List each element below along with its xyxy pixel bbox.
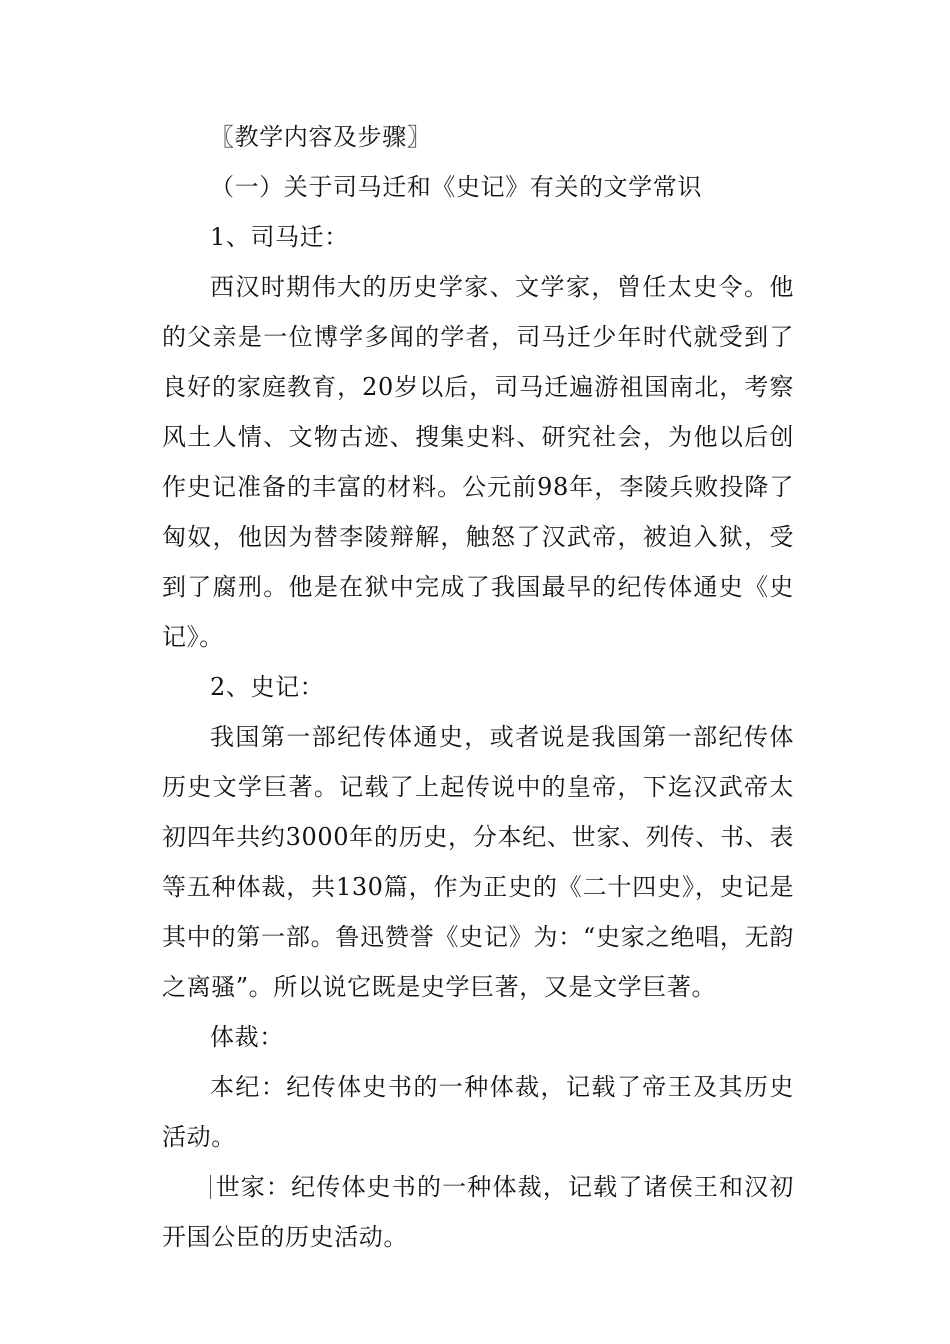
item1-heading: 1、司马迁： <box>210 223 349 251</box>
genre-heading: 体裁： <box>210 1023 284 1051</box>
shijia-paragraph: 世家：纪传体史书的一种体裁，记载了诸侯王和汉初开国公臣的历史活动。 <box>162 1173 794 1251</box>
document-body <box>162 112 794 1262</box>
item2-heading: 2、史记： <box>210 673 325 701</box>
part-one-heading: （一）关于司马迁和《史记》有关的文学常识 <box>210 173 702 201</box>
item2-paragraph: 我国第一部纪传体通史，或者说是我国第一部纪传体历史文学巨著。记载了上起传说中的皇帝，下迄汉武帝太初四年共约3000年的历史，分本纪、世家、列传、书、表等五种体裁，共130篇，作为正史的《二十四史》，史记是其中的第一部。鲁迅赞誉《史记》为：“史家之绝唱，无韵之离骚”。所以说它既是史学巨著，又是文学巨著。 <box>162 723 794 1001</box>
benji-paragraph: 本纪：纪传体史书的一种体裁，记载了帝王及其历史活动。 <box>162 1073 794 1151</box>
text-cursor <box>210 1175 211 1199</box>
item1-paragraph: 西汉时期伟大的历史学家、文学家，曾任太史令。他的父亲是一位博学多闻的学者，司马迁少年时代就受到了良好的家庭教育，20岁以后，司马迁遍游祖国南北，考察风土人情、文物古迹、搜集史料、研究社会，为他以后创作史记准备的丰富的材料。公元前98年，李陵兵败投降了匈奴，他因为替李陵辩解，触怒了汉武帝，被迫入狱，受到了腐刑。他是在狱中完成了我国最早的纪传体通史《史记》。 <box>162 273 794 651</box>
section-heading: 〖教学内容及步骤〗 <box>210 123 432 151</box>
shijia-paragraph-wrapper <box>162 1162 794 1262</box>
